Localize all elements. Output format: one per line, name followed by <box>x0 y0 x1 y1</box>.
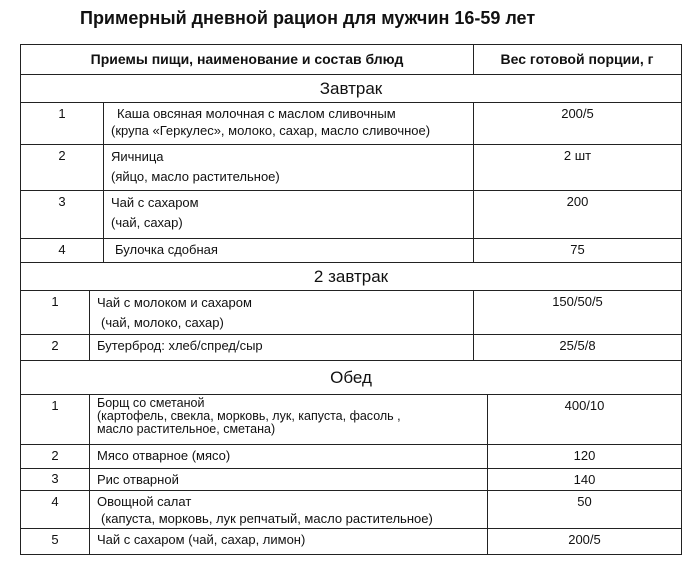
dish-detail: (капуста, морковь, лук репчатый, масло растительное) <box>101 511 433 526</box>
dish-detail: (картофель, свекла, морковь, лук, капуста, фасоль , <box>97 409 401 423</box>
page-title: Примерный дневной рацион для мужчин 16-59 лет <box>80 8 536 28</box>
dish-detail: (чай, молоко, сахар) <box>101 315 224 330</box>
table-row <box>21 103 681 145</box>
dish-name: Чай с сахаром <box>111 195 199 210</box>
dish-weight: 120 <box>487 445 681 468</box>
row-number: 1 <box>51 398 59 413</box>
dish-detail: (яйцо, масло растительное) <box>111 169 280 184</box>
dish-weight: 140 <box>487 469 681 490</box>
row-number: 3 <box>58 194 66 209</box>
table-header <box>21 45 681 75</box>
dish-weight: 400/10 <box>487 395 681 444</box>
dish-weight: 75 <box>473 239 681 262</box>
dish-name: Борщ со сметаной <box>97 396 205 410</box>
dish-name: Чай с молоком и сахаром <box>97 295 252 310</box>
dish-name: Рис отварной <box>97 472 179 487</box>
table-row <box>21 491 681 529</box>
table-row <box>21 529 681 555</box>
header-weight: Вес готовой порции, г <box>500 51 654 67</box>
dish-weight: 150/50/5 <box>473 291 681 334</box>
row-number: 1 <box>58 106 66 121</box>
dish-name: Чай с сахаром (чай, сахар, лимон) <box>97 532 306 547</box>
dish-weight: 25/5/8 <box>473 335 681 360</box>
dish-weight: 50 <box>487 491 681 528</box>
diet-table <box>20 44 682 555</box>
dish-detail-cont: масло растительное, сметана) <box>97 422 276 436</box>
row-number: 2 <box>58 148 66 163</box>
row-number: 5 <box>51 532 59 547</box>
section-second-breakfast: 2 завтрак <box>21 263 681 291</box>
row-number: 4 <box>51 494 59 509</box>
dish-weight: 2 шт <box>473 145 681 190</box>
table-row <box>21 445 681 469</box>
row-number: 4 <box>58 242 66 257</box>
dish-name: Яичница <box>111 149 164 164</box>
table-row <box>21 191 681 239</box>
row-number: 2 <box>51 448 59 463</box>
section-lunch: Обед <box>21 361 681 395</box>
dish-detail: (крупа «Геркулес», молоко, сахар, масло сливочное) <box>111 123 431 138</box>
dish-weight: 200 <box>473 191 681 238</box>
dish-name: Овощной салат <box>97 494 192 509</box>
row-number: 3 <box>51 471 59 486</box>
table-row <box>21 291 681 335</box>
dish-name: Каша овсяная молочная с маслом сливочным <box>117 106 396 121</box>
table-row <box>21 145 681 191</box>
row-number: 1 <box>51 294 59 309</box>
dish-name: Мясо отварное (мясо) <box>97 448 231 463</box>
table-row <box>21 239 681 263</box>
dish-weight: 200/5 <box>473 103 681 144</box>
dish-name: Булочка сдобная <box>115 242 218 257</box>
table-row <box>21 335 681 361</box>
dish-name: Бутерброд: хлеб/спред/сыр <box>97 338 263 353</box>
row-number: 2 <box>51 338 59 353</box>
dish-weight: 200/5 <box>487 529 681 555</box>
header-meal: Приемы пищи, наименование и состав блюд <box>21 45 474 74</box>
table-row <box>21 469 681 491</box>
dish-detail: (чай, сахар) <box>111 215 183 230</box>
section-breakfast: Завтрак <box>21 75 681 103</box>
table-row <box>21 395 681 445</box>
